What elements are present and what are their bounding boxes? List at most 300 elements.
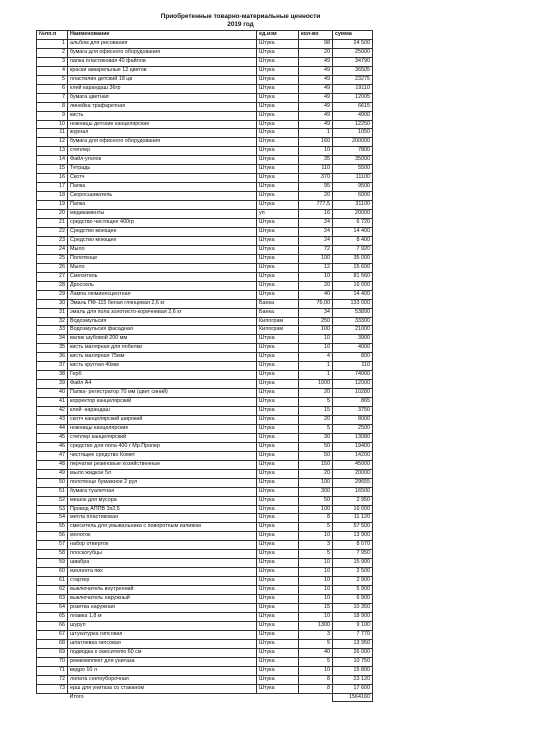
row-number: 29 <box>37 290 68 299</box>
quantity: 16 <box>299 210 333 219</box>
unit: Штука <box>257 487 299 496</box>
quantity: 10 <box>299 612 333 621</box>
item-name: Тетрадь <box>68 165 257 174</box>
sum: 57 500 <box>333 523 373 532</box>
unit: Штука <box>257 424 299 433</box>
item-name: ерш для унитаза со стаканом <box>68 684 257 693</box>
item-name: кисть малярная для побелки <box>68 344 257 353</box>
item-name: плавка 1,8 м <box>68 612 257 621</box>
unit: Штука <box>257 442 299 451</box>
item-name: набор отверток <box>68 541 257 550</box>
table-row <box>37 496 373 505</box>
item-name: метла пластиковая <box>68 514 257 523</box>
unit: Штука <box>257 415 299 424</box>
goods-table <box>36 30 373 702</box>
item-name: плоскогубцы <box>68 550 257 559</box>
table-row <box>37 505 373 514</box>
sum: 7800 <box>333 147 373 156</box>
unit: Штука <box>257 523 299 532</box>
table-row <box>37 612 373 621</box>
table-row <box>37 577 373 586</box>
sum: 18 900 <box>333 612 373 621</box>
unit: Штука <box>257 559 299 568</box>
unit: Штука <box>257 398 299 407</box>
unit: Штука <box>257 236 299 245</box>
unit: Штука <box>257 129 299 138</box>
unit: Штука <box>257 604 299 613</box>
unit: Штука <box>257 156 299 165</box>
table-row <box>37 201 373 210</box>
quantity: 15 <box>299 407 333 416</box>
item-name: альбом для рисования <box>68 39 257 48</box>
quantity: 49 <box>299 120 333 129</box>
sum: 7 920 <box>333 245 373 254</box>
unit: Штука <box>257 433 299 442</box>
quantity: 370 <box>299 174 333 183</box>
table-row <box>37 478 373 487</box>
quantity: 98 <box>299 39 333 48</box>
item-name: бумага для офисного оборудования <box>68 138 257 147</box>
row-number: 31 <box>37 308 68 317</box>
unit: Штука <box>257 550 299 559</box>
row-number: 7 <box>37 93 68 102</box>
row-number: 43 <box>37 415 68 424</box>
quantity: 24 <box>299 236 333 245</box>
row-number: 25 <box>37 254 68 263</box>
row-number: 61 <box>37 577 68 586</box>
sum: 8 400 <box>333 236 373 245</box>
unit: Штука <box>257 568 299 577</box>
sum: 19110 <box>333 84 373 93</box>
table-row <box>37 398 373 407</box>
header-name: Наименование <box>68 31 257 40</box>
item-name: бумага туалетная <box>68 487 257 496</box>
row-number: 13 <box>37 147 68 156</box>
sum: 16500 <box>333 487 373 496</box>
item-name: швабра <box>68 559 257 568</box>
table-row <box>37 129 373 138</box>
quantity: 1 <box>299 362 333 371</box>
row-number: 56 <box>37 532 68 541</box>
row-number: 15 <box>37 165 68 174</box>
row-number: 35 <box>37 344 68 353</box>
item-name: Скотч <box>68 174 257 183</box>
quantity: 49 <box>299 57 333 66</box>
unit: Штука <box>257 666 299 675</box>
quantity: 1 <box>299 129 333 138</box>
unit: Штука <box>257 39 299 48</box>
quantity: 24 <box>299 219 333 228</box>
sum: 14200 <box>333 451 373 460</box>
row-number: 26 <box>37 263 68 272</box>
quantity: 20 <box>299 192 333 201</box>
sum: 33300 <box>333 317 373 326</box>
row-number: 37 <box>37 362 68 371</box>
item-name: журнал <box>68 129 257 138</box>
sum: 14 400 <box>333 290 373 299</box>
sum: 23275 <box>333 75 373 84</box>
unit: Штука <box>257 514 299 523</box>
table-row <box>37 648 373 657</box>
sum: 12005 <box>333 93 373 102</box>
sum: 800 <box>333 353 373 362</box>
sum: 200000 <box>333 138 373 147</box>
sum: 133 000 <box>333 299 373 308</box>
item-name: Полотенце <box>68 254 257 263</box>
item-name: бумага цветная <box>68 93 257 102</box>
row-number: 1 <box>37 39 68 48</box>
row-number: 17 <box>37 183 68 192</box>
row-number: 62 <box>37 586 68 595</box>
unit: Штука <box>257 389 299 398</box>
sum: 12250 <box>333 120 373 129</box>
sum: 34790 <box>333 57 373 66</box>
row-number: 38 <box>37 371 68 380</box>
quantity: 250 <box>299 317 333 326</box>
sum: 110 <box>333 362 373 371</box>
unit: Штука <box>257 201 299 210</box>
table-row <box>37 621 373 630</box>
quantity: 15 <box>299 604 333 613</box>
table-row <box>37 550 373 559</box>
item-name: кисть <box>68 111 257 120</box>
unit: Штука <box>257 469 299 478</box>
unit: Банка <box>257 299 299 308</box>
sum: 13080 <box>333 433 373 442</box>
quantity: 40 <box>299 648 333 657</box>
table-row <box>37 263 373 272</box>
unit: Штука <box>257 630 299 639</box>
table-row <box>37 469 373 478</box>
row-number: 50 <box>37 478 68 487</box>
row-number: 39 <box>37 380 68 389</box>
item-name: Дроссель <box>68 281 257 290</box>
quantity: 72 <box>299 245 333 254</box>
unit: Штука <box>257 675 299 684</box>
sum: 13 950 <box>333 639 373 648</box>
table-body <box>37 39 373 702</box>
unit: Штука <box>257 362 299 371</box>
unit: Штука <box>257 290 299 299</box>
table-row <box>37 308 373 317</box>
row-number: 21 <box>37 219 68 228</box>
table-row <box>37 93 373 102</box>
sum: 6615 <box>333 102 373 111</box>
table-row <box>37 514 373 523</box>
item-name: эмаль для пола золотисто-коричневая 2,6 кг <box>68 308 257 317</box>
row-number: 45 <box>37 433 68 442</box>
row-number: 71 <box>37 666 68 675</box>
table-row <box>37 604 373 613</box>
unit: Штука <box>257 541 299 550</box>
unit: Банка <box>257 308 299 317</box>
quantity: 1300 <box>299 621 333 630</box>
unit: Штука <box>257 478 299 487</box>
item-name: розетка наружная <box>68 604 257 613</box>
table-row <box>37 120 373 129</box>
sum: 31100 <box>333 201 373 210</box>
sum: 21000 <box>333 326 373 335</box>
item-name: мыло жидкое 5л <box>68 469 257 478</box>
row-number: 65 <box>37 612 68 621</box>
table-row <box>37 57 373 66</box>
row-number: 73 <box>37 684 68 693</box>
table-row <box>37 639 373 648</box>
quantity: 160 <box>299 138 333 147</box>
item-name: подводка к смесителю 60 см <box>68 648 257 657</box>
table-row <box>37 102 373 111</box>
table-row <box>37 254 373 263</box>
row-number: 64 <box>37 604 68 613</box>
sum: 2500 <box>333 424 373 433</box>
quantity: 10 <box>299 335 333 344</box>
quantity: 5 <box>299 657 333 666</box>
sum: 74000 <box>333 371 373 380</box>
item-name: папка пластиковая 40 файлов <box>68 57 257 66</box>
item-name: выключатель внутренний <box>68 586 257 595</box>
row-number: 52 <box>37 496 68 505</box>
quantity: 5 <box>299 398 333 407</box>
unit: Штука <box>257 621 299 630</box>
header-unit: ед.изм <box>257 31 299 40</box>
table-row <box>37 415 373 424</box>
row-number: 24 <box>37 245 68 254</box>
table-row <box>37 595 373 604</box>
unit: Штука <box>257 66 299 75</box>
table-row <box>37 371 373 380</box>
quantity: 5 <box>299 550 333 559</box>
table-row <box>37 210 373 219</box>
row-number: 47 <box>37 451 68 460</box>
row-number: 55 <box>37 523 68 532</box>
quantity: 20 <box>299 281 333 290</box>
sum: 5500 <box>333 165 373 174</box>
row-number: 9 <box>37 111 68 120</box>
quantity: 4 <box>299 353 333 362</box>
item-name: мешок для мусора <box>68 496 257 505</box>
sum: 12000 <box>333 380 373 389</box>
total-spacer <box>257 693 299 702</box>
item-name: Средство моющее <box>68 227 257 236</box>
unit: Штука <box>257 102 299 111</box>
unit: Штука <box>257 407 299 416</box>
quantity: 8 <box>299 514 333 523</box>
table-row <box>37 389 373 398</box>
quantity: 30 <box>299 433 333 442</box>
unit: Штука <box>257 227 299 236</box>
total-value: 1564160 <box>333 693 373 702</box>
sum: 10 350 <box>333 604 373 613</box>
quantity: 20 <box>299 389 333 398</box>
row-number: 34 <box>37 335 68 344</box>
item-name: Скоросшиватель <box>68 192 257 201</box>
unit: Штука <box>257 219 299 228</box>
row-number: 18 <box>37 192 68 201</box>
item-name: Средство моющее <box>68 236 257 245</box>
item-name: Водоэмульсия <box>68 317 257 326</box>
table-row <box>37 407 373 416</box>
quantity: 34 <box>299 308 333 317</box>
table-row <box>37 541 373 550</box>
table-row <box>37 326 373 335</box>
item-name: выключатель наружный <box>68 595 257 604</box>
row-number: 51 <box>37 487 68 496</box>
item-name: перчатки резиновые хозяйственные <box>68 460 257 469</box>
item-name: Смеситель <box>68 272 257 281</box>
unit: Штука <box>257 657 299 666</box>
row-number: 66 <box>37 621 68 630</box>
quantity: 110 <box>299 165 333 174</box>
row-number: 46 <box>37 442 68 451</box>
quantity: 100 <box>299 478 333 487</box>
item-name: шпатлевка гипсовая <box>68 639 257 648</box>
unit: Штука <box>257 281 299 290</box>
quantity: 10 <box>299 147 333 156</box>
table-row <box>37 684 373 693</box>
sum: 6000 <box>333 192 373 201</box>
quantity: 10 <box>299 577 333 586</box>
table-row <box>37 48 373 57</box>
unit: Штука <box>257 174 299 183</box>
quantity: 49 <box>299 93 333 102</box>
quantity: 50 <box>299 442 333 451</box>
quantity: 20 <box>299 415 333 424</box>
unit: Штука <box>257 57 299 66</box>
document-subtitle: 2019 год <box>227 21 254 28</box>
row-number: 32 <box>37 317 68 326</box>
unit: Штука <box>257 111 299 120</box>
unit: Штука <box>257 648 299 657</box>
sum: 81 560 <box>333 272 373 281</box>
row-number: 23 <box>37 236 68 245</box>
row-number: 14 <box>37 156 68 165</box>
table-row <box>37 442 373 451</box>
unit: Штука <box>257 165 299 174</box>
row-number: 48 <box>37 460 68 469</box>
sum: 7 770 <box>333 630 373 639</box>
item-name: ведро 10 л <box>68 666 257 675</box>
quantity: 8 <box>299 675 333 684</box>
sum: 10 750 <box>333 657 373 666</box>
sum: 35 000 <box>333 254 373 263</box>
row-number: 59 <box>37 559 68 568</box>
table-row <box>37 290 373 299</box>
row-number: 19 <box>37 201 68 210</box>
quantity: 40 <box>299 290 333 299</box>
quantity: 49 <box>299 66 333 75</box>
table-row <box>37 66 373 75</box>
item-name: кисть круглая 40мм <box>68 362 257 371</box>
unit: Штука <box>257 138 299 147</box>
table-row <box>37 156 373 165</box>
table-row <box>37 335 373 344</box>
quantity: 49 <box>299 102 333 111</box>
total-spacer <box>299 693 333 702</box>
quantity: 49 <box>299 75 333 84</box>
table-row <box>37 111 373 120</box>
row-number: 58 <box>37 550 68 559</box>
item-name: Файл-уголок <box>68 156 257 165</box>
row-number: 40 <box>37 389 68 398</box>
quantity: 24 <box>299 227 333 236</box>
row-number: 6 <box>37 84 68 93</box>
item-name: молоток <box>68 532 257 541</box>
item-name: линейка трафаретная <box>68 102 257 111</box>
table-row <box>37 433 373 442</box>
quantity: 100 <box>299 326 333 335</box>
table-row <box>37 299 373 308</box>
sum: 8 070 <box>333 541 373 550</box>
table-row <box>37 344 373 353</box>
sum: 2 900 <box>333 577 373 586</box>
sum: 15 600 <box>333 263 373 272</box>
table-row <box>37 666 373 675</box>
sum: 4000 <box>333 344 373 353</box>
item-name: Мыло <box>68 263 257 272</box>
quantity: 10 <box>299 595 333 604</box>
sum: 19400 <box>333 442 373 451</box>
sum: 25000 <box>333 48 373 57</box>
table-row <box>37 424 373 433</box>
unit: Штука <box>257 344 299 353</box>
quantity: 777,5 <box>299 201 333 210</box>
row-number: 44 <box>37 424 68 433</box>
unit: Штука <box>257 254 299 263</box>
item-name: стартер <box>68 577 257 586</box>
item-name: Папка <box>68 183 257 192</box>
sum: 53890 <box>333 308 373 317</box>
quantity: 10 <box>299 666 333 675</box>
row-number: 5 <box>37 75 68 84</box>
quantity: 3 <box>299 541 333 550</box>
quantity: 20 <box>299 48 333 57</box>
table-row <box>37 219 373 228</box>
sum: 36505 <box>333 66 373 75</box>
unit: Штука <box>257 192 299 201</box>
item-name: полотенце бумажное 2 рул <box>68 478 257 487</box>
table-row <box>37 165 373 174</box>
unit: Штука <box>257 451 299 460</box>
quantity: 150 <box>299 460 333 469</box>
row-number: 36 <box>37 353 68 362</box>
quantity: 10 <box>299 568 333 577</box>
unit: Штука <box>257 371 299 380</box>
table-row <box>37 272 373 281</box>
sum: 2 950 <box>333 496 373 505</box>
table-row <box>37 227 373 236</box>
sum: 6 900 <box>333 595 373 604</box>
unit: Штука <box>257 639 299 648</box>
row-number: 68 <box>37 639 68 648</box>
sum: 16 000 <box>333 281 373 290</box>
table-row <box>37 147 373 156</box>
table-header-row <box>37 31 373 40</box>
total-spacer <box>37 693 68 702</box>
unit: Штука <box>257 353 299 362</box>
item-name: клей карандаш 36гр <box>68 84 257 93</box>
quantity: 10 <box>299 272 333 281</box>
sum: 15 800 <box>333 666 373 675</box>
total-row <box>37 693 373 702</box>
item-name: шуруп <box>68 621 257 630</box>
row-number: 2 <box>37 48 68 57</box>
item-name: Папка- регистратор 70 мм (цвет синий) <box>68 389 257 398</box>
quantity: 12 <box>299 263 333 272</box>
table-row <box>37 568 373 577</box>
table-row <box>37 487 373 496</box>
sum: 14 400 <box>333 227 373 236</box>
sum: 26 000 <box>333 648 373 657</box>
